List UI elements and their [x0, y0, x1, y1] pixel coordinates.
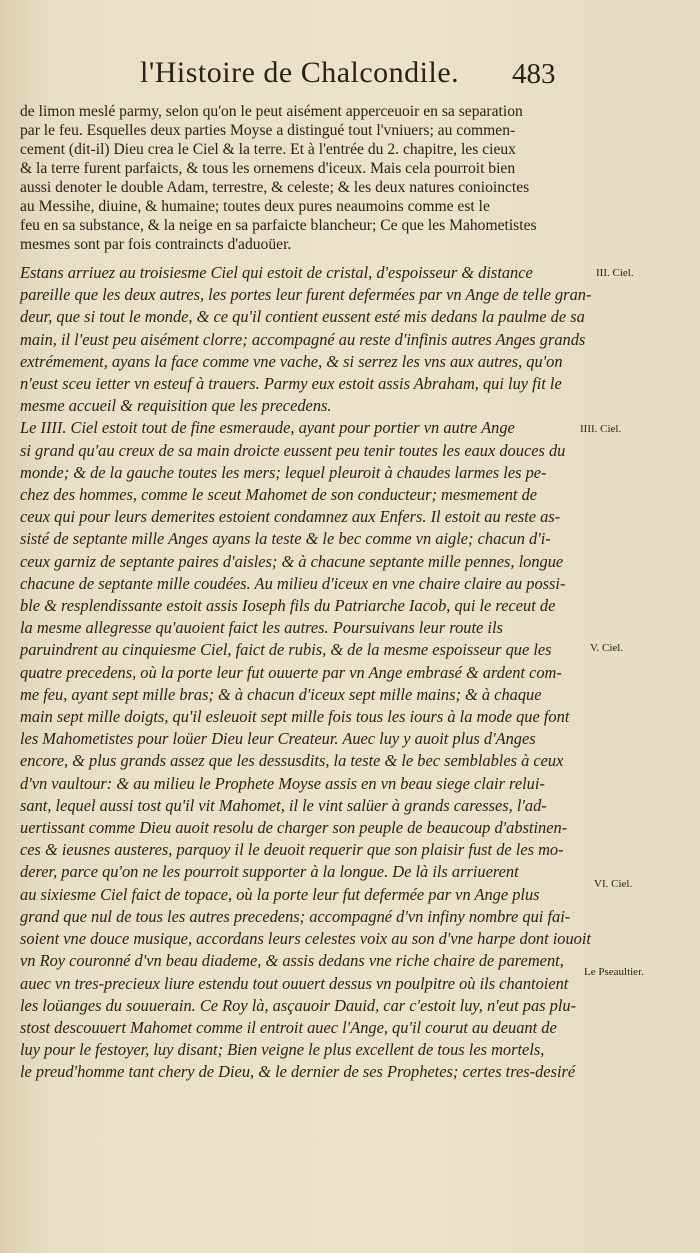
text-line: de limon meslé parmy, selon qu'on le peut aisément apperceuoir en sa separation [20, 103, 523, 120]
text-line: auec vn tres-precieux liure estendu tout ouuert dessus vn poulpitre où ils chantoient [20, 973, 569, 993]
text-line: Le IIII. Ciel estoit tout de fine esmeraude, ayant pour portier vn autre Ange [20, 418, 515, 438]
margin-note-vi-ciel: VI. Ciel. [594, 878, 633, 890]
italic-text-block [20, 262, 592, 1084]
text-line: le preud'homme tant chery de Dieu, & le dernier de ses Prophetes; certes tres-desiré [20, 1062, 576, 1082]
text-line: main, il l'eust peu aisément clorre; accompagné au reste d'infinis autres Anges grands [20, 329, 586, 349]
text-line: mesmes sont par fois contraincts d'aduoüer. [20, 236, 292, 253]
page-title: l'Histoire de Chalcondile. [140, 56, 460, 89]
text-line: deur, que si tout le monde, & ce qu'il contient eussent esté mis dedans la paulme de sa [20, 307, 585, 327]
text-line: les loüanges du souuerain. Ce Roy là, asçauoir Dauid, car c'estoit luy, n'eut pas plu- [20, 995, 577, 1015]
text-line: encore, & plus grands assez que les dessusdits, la teste & le bec semblables à ceux [20, 751, 564, 771]
text-line: grand que nul de tous les autres precedens; accompagné d'vn infiny nombre qui fai- [20, 906, 571, 926]
margin-note-iiii-ciel: IIII. Ciel. [580, 423, 622, 435]
running-header [0, 52, 700, 102]
text-line: monde; & de la gauche toutes les mers; lequel pleuroit à chaudes larmes les pe- [20, 462, 547, 482]
text-line: main sept mille doigts, qu'il esleuoit sept mille fois tous les iours à la mode que font [20, 707, 570, 727]
text-line: mesme accueil & requisition que les precedens. [20, 396, 332, 416]
text-line: & la terre furent parfaicts, & tous les ornemens d'iceux. Mais cela pourroit bien [20, 160, 516, 177]
text-line: les Mahometistes pour loüer Dieu leur Createur. Auec luy y auoit plus d'Anges [20, 729, 536, 749]
text-line: d'vn vaultour: & au milieu le Prophete Moyse assis en vn beau siege clair relui- [20, 773, 545, 793]
text-line: cement (dit-il) Dieu crea le Ciel & la terre. Et à l'entrée du 2. chapitre, les cieux [20, 141, 516, 158]
text-line: si grand qu'au creux de sa main droicte eussent peu tenir toutes les eaux douces du [20, 440, 566, 460]
page-number: 483 [512, 58, 556, 90]
text-line: aussi denoter le double Adam, terrestre, & celeste; & les deux natures conioinctes [20, 179, 530, 196]
text-line: extrémement, ayans la face comme vne vache, & si serrez les vns aux autres, qu'on [20, 351, 563, 371]
text-line: Estans arriuez au troisiesme Ciel qui estoit de cristal, d'espoisseur & distance [20, 263, 533, 282]
text-line: me feu, ayant sept mille bras; & à chacun d'iceux sept mille mains; & à chaque [20, 684, 542, 704]
text-line: ceux garniz de septante paires d'aisles; & à chacune septante mille pennes, longue [20, 551, 564, 571]
text-line: paruindrent au cinquiesme Ciel, faict de rubis, & de la mesme espoisseur que les [20, 640, 552, 660]
text-line: luy pour le festoyer, luy disant; Bien veigne le plus excellent de tous les mortels, [20, 1040, 545, 1060]
margin-note-v-ciel: V. Ciel. [590, 642, 624, 654]
text-line: soient vne douce musique, accordans leurs celestes voix au son d'vne harpe dont iouoit [20, 929, 591, 949]
text-line: derer, parce qu'on ne les pourroit supporter à la longue. De là ils arriuerent [20, 862, 519, 882]
margin-note-iii-ciel: III. Ciel. [596, 267, 634, 279]
upright-text-block [20, 102, 568, 254]
text-line: au sixiesme Ciel faict de topace, où la porte leur fut defermée par vn Ange plus [20, 884, 540, 904]
text-line: stost descouuert Mahomet comme il entroit auec l'Ange, qu'il courut au deuant de [20, 1017, 557, 1037]
text-line: pareille que les deux autres, les portes leur furent defermées par vn Ange de telle gran- [20, 285, 592, 305]
text-line: sant, lequel aussi tost qu'il vit Mahomet, il le vint salüer à grands caresses, l'ad- [20, 795, 547, 815]
text-line: feu en sa substance, & la neige en sa parfaicte blancheur; Ce que les Mahometistes [20, 217, 537, 234]
text-line: la mesme allegresse qu'auoient faict les autres. Poursuivans leur route ils [20, 618, 503, 638]
text-line: n'eust sceu ietter vn esteuf à trauers. Parmy eux estoit assis Abraham, qui luy fit le [20, 374, 562, 394]
text-line: ces & ieusnes austeres, parquoy il le deuoit requerir que son plaisir fust de les mo- [20, 840, 564, 860]
text-line: quatre precedens, où la porte leur fut ouuerte par vn Ange embrasé & ardent com- [20, 662, 562, 682]
text-line: uertissant comme Dieu auoit resolu de charger son peuple de beaucoup d'abstinen- [20, 818, 568, 838]
text-line: au Messihe, diuine, & humaine; toutes deux pures neaumoins comme est le [20, 198, 490, 215]
text-line: ceux qui pour leurs demerites estoient condamnez aux Enfers. Il estoit au reste as- [20, 507, 561, 527]
text-line: chez des hommes, comme le sceut Mahomet de son conducteur; mesmement de [20, 485, 538, 505]
text-line: sisté de septante mille Anges ayans la teste & le bec comme vn aigle; chacun d'i- [20, 529, 551, 549]
text-line: chacune de septante mille coudées. Au milieu d'iceux en vne chaire claire au possi- [20, 573, 566, 593]
margin-note-pseaultier: Le Pseaultier. [584, 966, 644, 978]
text-line: vn Roy couronné d'vn beau diademe, & assis dedans vne riche chaire de parement, [20, 951, 564, 971]
text-line: par le feu. Esquelles deux parties Moyse a distingué tout l'vniuers; au commen- [20, 122, 516, 139]
text-line: ble & resplendissante estoit assis Ioseph fils du Patriarche Iacob, qui le receut de [20, 596, 556, 616]
